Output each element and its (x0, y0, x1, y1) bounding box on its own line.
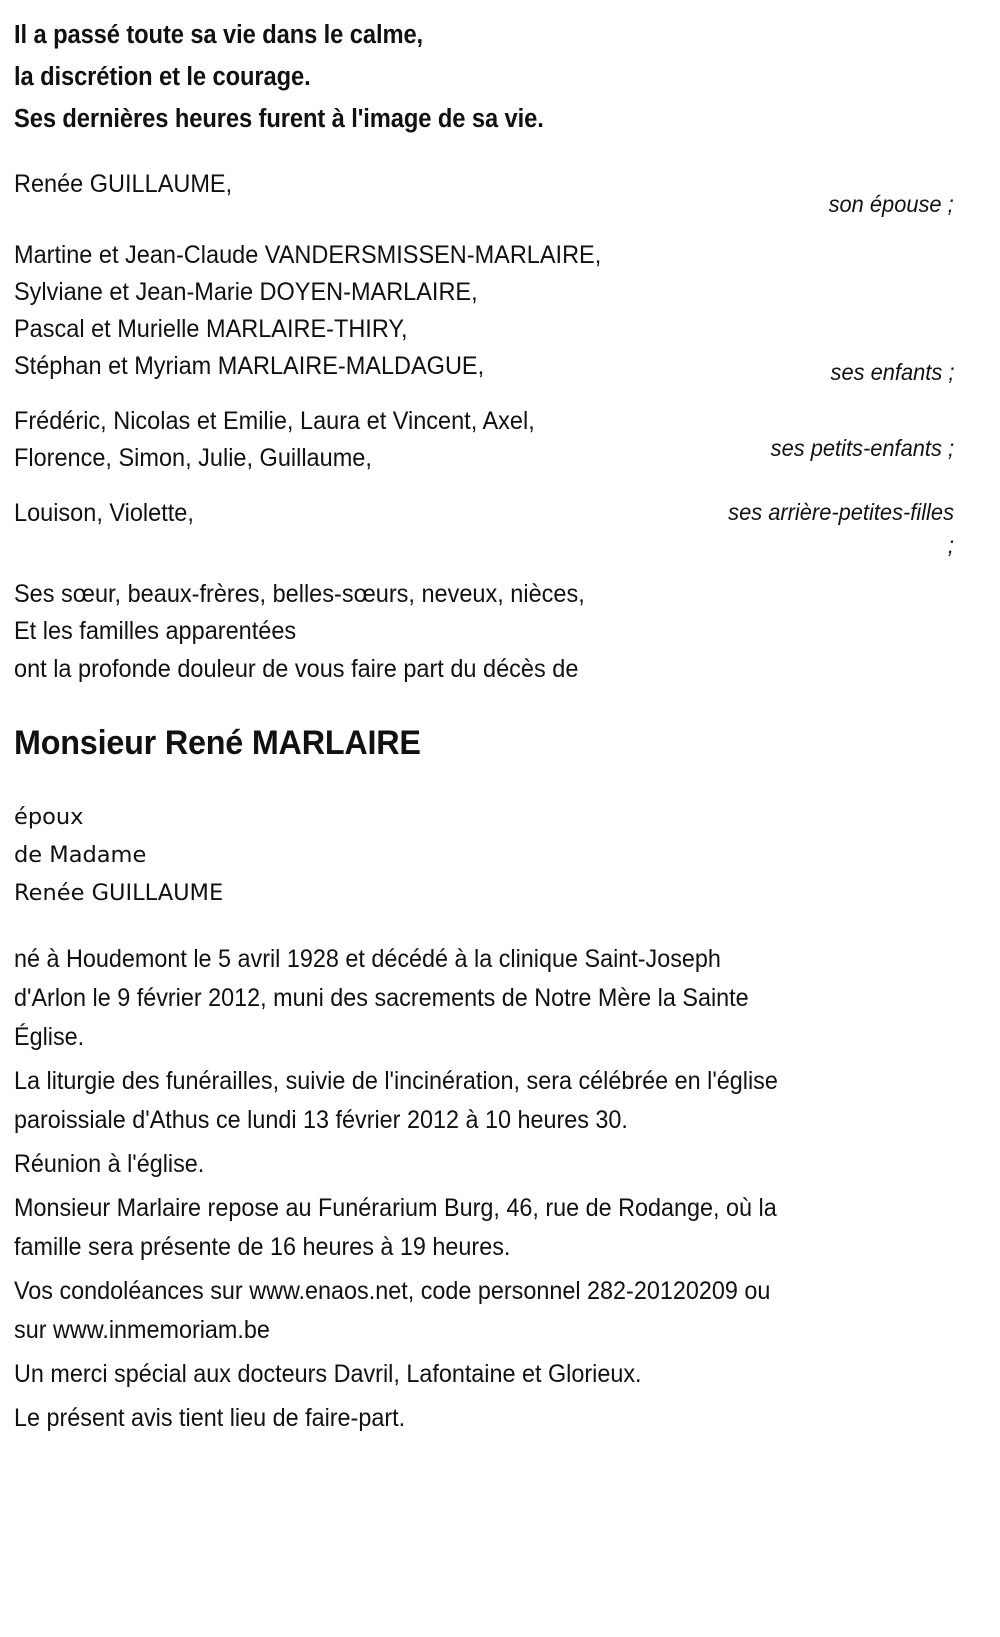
family-name-line: Ses sœur, beaux-frères, belles-sœurs, neveux, nièces, (14, 580, 585, 608)
text-line: Un merci spécial aux docteurs Davril, Lafontaine et Glorieux. (14, 1360, 642, 1388)
text-line: Monsieur Marlaire repose au Funérarium Burg, 46, rue de Rodange, où la (14, 1194, 777, 1222)
spouse-of-label: époux (14, 804, 84, 830)
family-names-column (14, 166, 714, 650)
announcement-line: ont la profonde douleur de vous faire part du décès de (14, 655, 579, 683)
paragraph-funerarium (14, 1189, 991, 1267)
family-name-line: Florence, Simon, Julie, Guillaume, (14, 444, 372, 472)
deceased-name: Monsieur René MARLAIRE (14, 724, 421, 762)
paragraph-closing (14, 1399, 991, 1438)
spouse-of-madame: de Madame (14, 842, 147, 868)
great-grandchildren-group (14, 495, 714, 532)
relation-grandchildren: ses petits-enfants ; (770, 435, 954, 461)
paragraph-condolences (14, 1272, 991, 1350)
text-line: famille sera présente de 16 heures à 19 heures. (14, 1233, 511, 1261)
family-name-line: Martine et Jean-Claude VANDERSMISSEN-MARLAIRE, (14, 241, 602, 269)
family-section (14, 166, 970, 646)
family-name-line: Louison, Violette, (14, 499, 194, 527)
text-line: d'Arlon le 9 février 2012, muni des sacrements de Notre Mère la Sainte (14, 984, 749, 1012)
spouse-group (14, 166, 714, 203)
epitaph-line: la discrétion et le courage. (14, 63, 311, 91)
paragraph-reunion (14, 1145, 991, 1184)
epitaph-line: Il a passé toute sa vie dans le calme, (14, 21, 424, 49)
epitaph-block (14, 14, 970, 140)
family-name-line: Pascal et Murielle MARLAIRE-THIRY, (14, 315, 408, 343)
paragraph-liturgy (14, 1062, 991, 1140)
text-line: La liturgie des funérailles, suivie de l'incinération, sera célébrée en l'église (14, 1067, 778, 1095)
text-line: Réunion à l'église. (14, 1150, 205, 1178)
text-line: Vos condoléances sur www.enaos.net, code personnel 282-20120209 ou (14, 1277, 771, 1305)
paragraph-thanks (14, 1355, 991, 1394)
grandchildren-group (14, 403, 714, 477)
other-relatives-group (14, 576, 714, 650)
family-name-line: Frédéric, Nicolas et Emilie, Laura et Vincent, Axel, (14, 407, 535, 435)
relation-great-grandchildren: ses arrière-petites-filles ; (728, 499, 954, 558)
spouse-of-name: Renée GUILLAUME (14, 880, 224, 906)
family-name-line: Stéphan et Myriam MARLAIRE-MALDAGUE, (14, 352, 485, 380)
paragraph-birth-death (14, 940, 991, 1057)
text-line: né à Houdemont le 5 avril 1928 et décédé à la clinique Saint-Joseph (14, 945, 721, 973)
text-line: paroissiale d'Athus ce lundi 13 février 2012 à 10 heures 30. (14, 1106, 628, 1134)
text-line: Le présent avis tient lieu de faire-part. (14, 1404, 406, 1432)
spouse-of-block (14, 798, 970, 912)
text-line: sur www.inmemoriam.be (14, 1316, 270, 1344)
children-group (14, 237, 714, 385)
family-name-line: Sylviane et Jean-Marie DOYEN-MARLAIRE, (14, 278, 478, 306)
family-name-line: Renée GUILLAUME, (14, 170, 233, 198)
details-section (14, 940, 970, 1438)
relation-spouse: son épouse ; (828, 191, 954, 217)
epitaph-line: Ses dernières heures furent à l'image de sa vie. (14, 105, 544, 133)
relation-children: ses enfants ; (830, 359, 954, 385)
text-line: Église. (14, 1023, 85, 1051)
family-name-line: Et les familles apparentées (14, 617, 297, 645)
